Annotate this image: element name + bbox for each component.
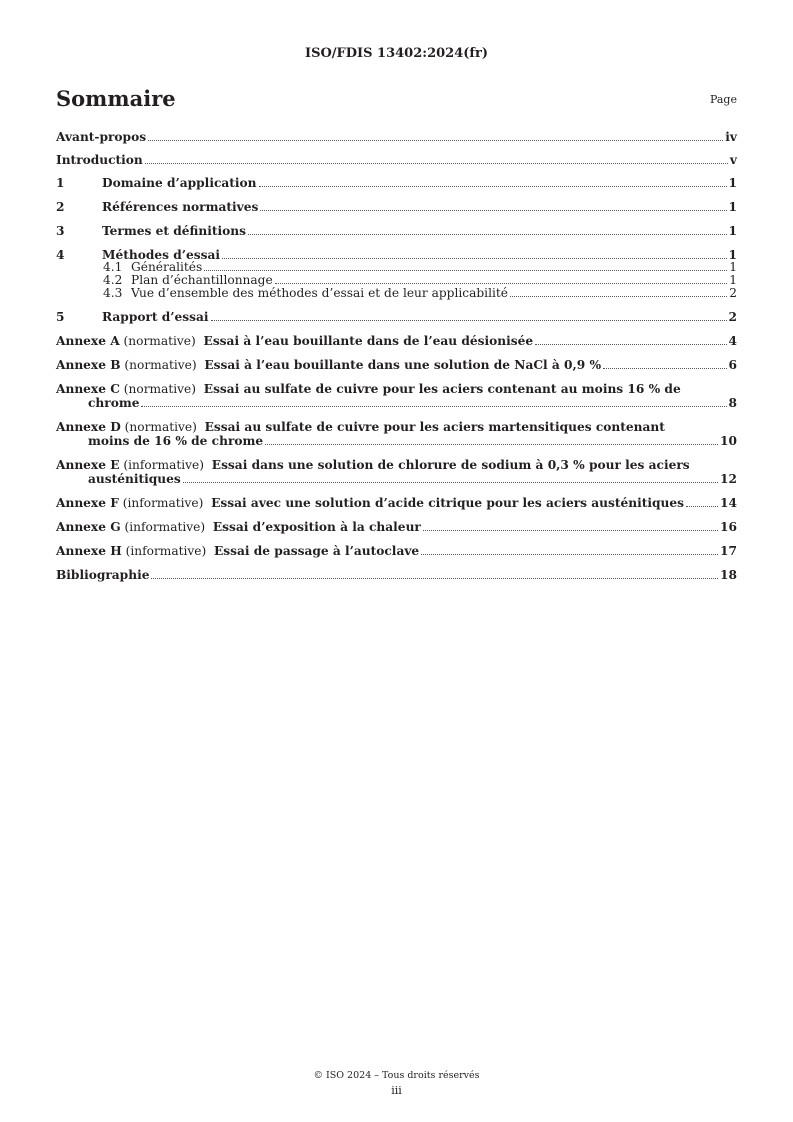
toc-entry-text: Généralités — [131, 260, 203, 274]
annex-label: Annexe E — [56, 458, 120, 472]
annex-kind: (normative) — [124, 358, 197, 372]
annex-label: Annexe B — [56, 358, 121, 372]
toc-entry-section-3[interactable] — [56, 224, 737, 238]
toc-page-number: 4 — [728, 334, 737, 348]
toc-entry-text: Plan d’échantillonnage — [131, 273, 273, 287]
toc-entry-section-5[interactable] — [56, 310, 737, 324]
toc-page-number: 1 — [729, 273, 737, 287]
annex-kind: (informative) — [124, 520, 206, 534]
toc-entry-text-continued: moins de 16 % de chrome — [88, 434, 264, 448]
toc-entry-annex-g[interactable] — [56, 520, 737, 534]
toc-entry-section-1[interactable] — [56, 176, 737, 190]
toc-entry-text: Essai à l’eau bouillante dans une solution de NaCl à 0,9 % — [204, 358, 602, 372]
toc-entry-text: Termes et définitions — [102, 224, 246, 238]
toc-page-number: 2 — [728, 310, 737, 324]
toc-page-number: v — [729, 153, 737, 167]
dot-leader — [222, 257, 727, 259]
copyright-notice: © ISO 2024 – Tous droits réservés — [313, 1070, 480, 1081]
annex-kind: (normative) — [124, 420, 197, 434]
toc-entry-bibliographie[interactable] — [56, 568, 737, 582]
toc-entry-text: Références normatives — [102, 200, 259, 214]
dot-leader — [141, 405, 726, 407]
page-number: iii — [391, 1084, 402, 1097]
dot-leader — [421, 553, 718, 555]
toc-entry-text: Avant-propos — [56, 130, 147, 144]
toc-entry-annex-d[interactable] — [56, 420, 737, 448]
toc-page-number: 10 — [720, 434, 737, 448]
toc-page-number: 14 — [720, 496, 737, 510]
toc-entry-annex-c[interactable] — [56, 382, 737, 410]
subsection-number: 4.1 — [103, 260, 123, 274]
toc-entry-text: Méthodes d’essai — [102, 248, 221, 262]
annex-label: Annexe H — [56, 544, 122, 558]
section-number: 5 — [56, 310, 65, 324]
toc-page-number: 17 — [720, 544, 737, 558]
toc-entry-section-2[interactable] — [56, 200, 737, 214]
dot-leader — [259, 185, 727, 187]
subsection-number: 4.3 — [103, 286, 123, 300]
toc-entry-annex-b[interactable] — [56, 358, 737, 372]
toc-entry-text-continued: chrome — [88, 396, 140, 410]
dot-leader — [686, 505, 718, 507]
toc-page-number: 1 — [728, 176, 737, 190]
annex-kind: (normative) — [123, 382, 197, 396]
section-number: 1 — [56, 176, 65, 190]
toc-entry-text: Essai avec une solution d’acide citrique pour les aciers austénitiques — [211, 496, 684, 510]
annex-kind: (informative) — [122, 496, 204, 510]
toc-entry-text: Vue d’ensemble des méthodes d’essai et de leur applicabilité — [131, 286, 508, 300]
annex-label: Annexe D — [56, 420, 121, 434]
dot-leader — [211, 319, 727, 321]
toc-page-number: 16 — [720, 520, 737, 534]
toc-page-number: 1 — [728, 224, 737, 238]
annex-label: Annexe A — [56, 334, 120, 348]
subsection-number: 4.2 — [103, 273, 123, 287]
dot-leader — [603, 367, 726, 369]
dot-leader — [535, 343, 726, 345]
toc-entry-annex-e[interactable] — [56, 458, 737, 486]
toc-entry-section-4-3[interactable] — [56, 287, 737, 300]
toc-entry-text-continued: austénitiques — [88, 472, 181, 486]
toc-entry-text: Rapport d’essai — [102, 310, 209, 324]
dot-leader — [204, 269, 727, 271]
toc-page-number: 8 — [728, 396, 737, 410]
toc-entry-text: Essai au sulfate de cuivre pour les aciers contenant au moins 16 % de — [203, 382, 681, 396]
document-id: ISO/FDIS 13402:2024(fr) — [305, 46, 488, 61]
page-column-label: Page — [709, 93, 737, 106]
toc-page-number: 2 — [729, 286, 737, 300]
toc-entry-avant-propos[interactable] — [56, 130, 737, 144]
toc-page-number: 1 — [728, 200, 737, 214]
dot-leader — [265, 443, 718, 445]
toc-entry-annex-h[interactable] — [56, 544, 737, 558]
section-number: 2 — [56, 200, 65, 214]
section-number: 4 — [56, 248, 65, 262]
annex-kind: (informative) — [125, 544, 207, 558]
toc-entry-text: Essai au sulfate de cuivre pour les aciers martensitiques contenant — [204, 420, 665, 434]
dot-leader — [148, 139, 723, 141]
toc-page-number: 12 — [720, 472, 737, 486]
toc-entry-text: Domaine d’application — [102, 176, 257, 190]
section-number: 3 — [56, 224, 65, 238]
dot-leader — [275, 282, 728, 284]
dot-leader — [145, 162, 728, 164]
toc-entry-text: Essai dans une solution de chlorure de sodium à 0,3 % pour les aciers — [211, 458, 690, 472]
page-footer — [0, 1068, 793, 1098]
annex-label: Annexe G — [56, 520, 121, 534]
toc-entry-text: Introduction — [56, 153, 143, 167]
toc-entry-text: Essai à l’eau bouillante dans de l’eau désionisée — [203, 334, 534, 348]
toc-page-number: 6 — [728, 358, 737, 372]
toc-page-number: iv — [725, 130, 737, 144]
annex-kind: (informative) — [123, 458, 205, 472]
toc-page-number: 18 — [720, 568, 737, 582]
dot-leader — [151, 577, 718, 579]
annex-kind: (normative) — [123, 334, 196, 348]
toc-title-row — [56, 86, 737, 112]
table-of-contents — [56, 130, 737, 582]
dot-leader — [423, 529, 718, 531]
dot-leader — [183, 481, 718, 483]
toc-entry-introduction[interactable] — [56, 153, 737, 167]
toc-entry-text: Essai d’exposition à la chaleur — [212, 520, 421, 534]
dot-leader — [260, 209, 726, 211]
page-title: Sommaire — [56, 86, 176, 111]
toc-entry-annex-a[interactable] — [56, 334, 737, 348]
toc-page-number: 1 — [729, 260, 737, 274]
toc-entry-text: Bibliographie — [56, 568, 150, 582]
toc-page-number: 1 — [728, 248, 737, 262]
dot-leader — [248, 233, 727, 235]
annex-label: Annexe C — [56, 382, 120, 396]
toc-entry-text: Essai de passage à l’autoclave — [214, 544, 420, 558]
toc-entry-annex-f[interactable] — [56, 496, 737, 510]
dot-leader — [510, 295, 727, 297]
annex-label: Annexe F — [56, 496, 119, 510]
